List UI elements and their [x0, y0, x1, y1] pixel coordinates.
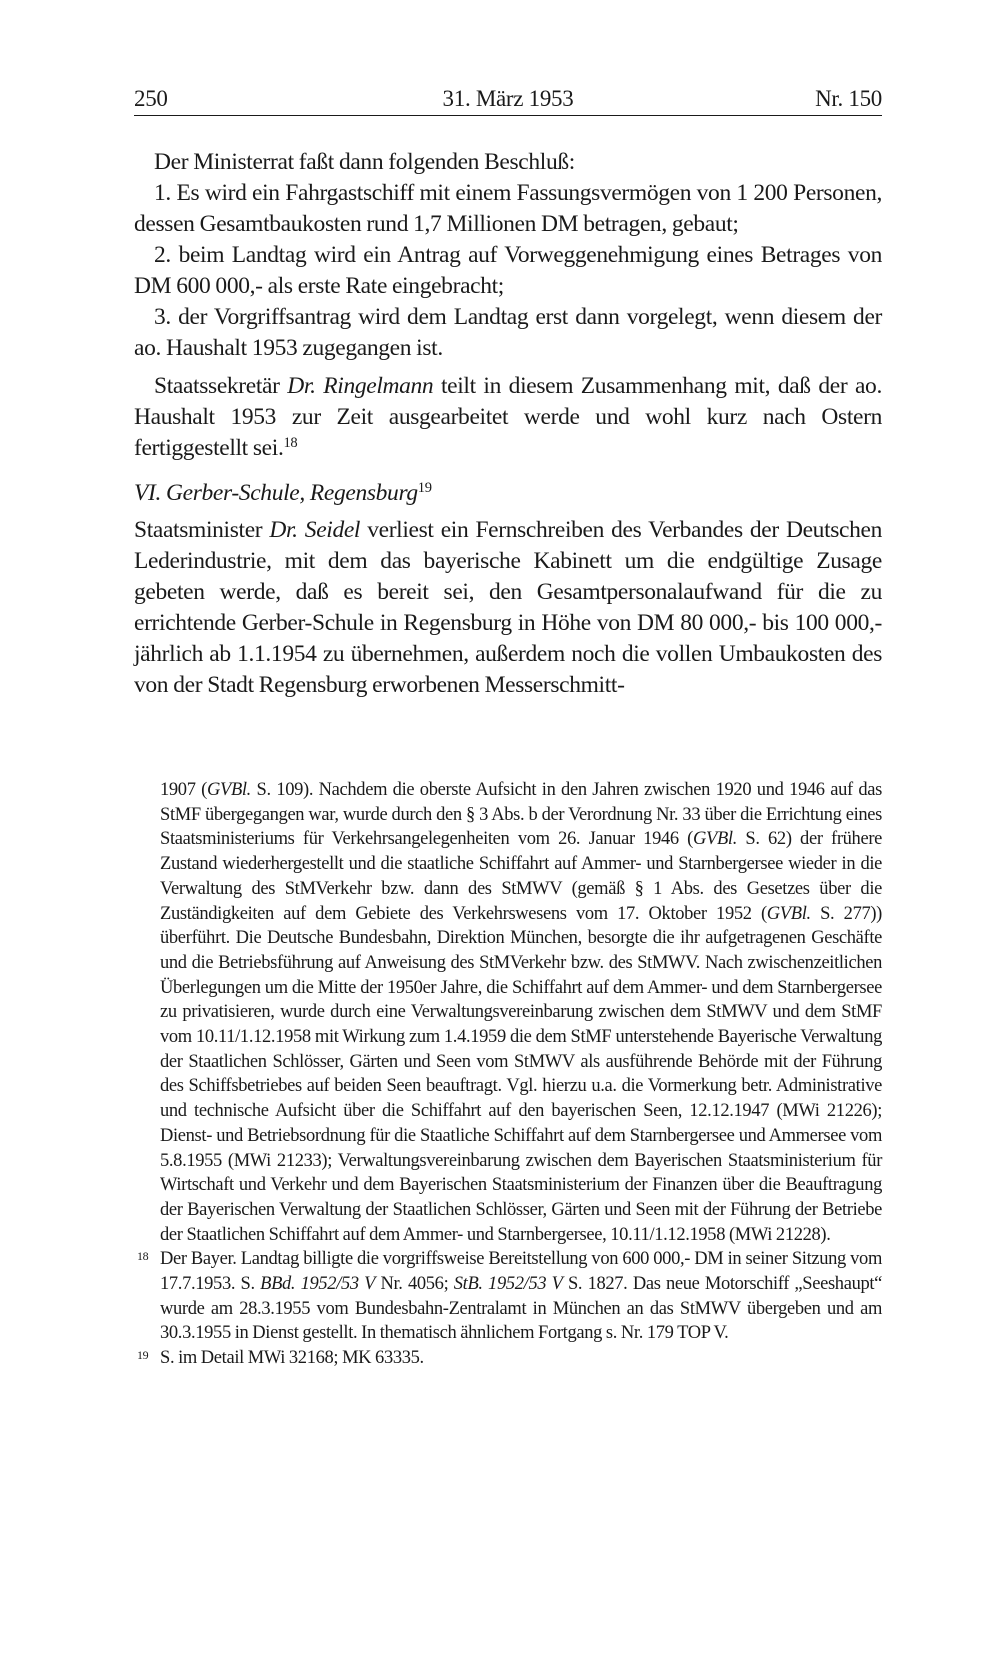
- running-header: [134, 84, 882, 114]
- text-segment: teilt in diesem Zusammenhang mit, daß der ao. Haushalt 1953 zur Zeit ausgearbeitet werde und wohl kurz nach Ostern fertiggestellt sei.: [134, 373, 882, 461]
- paragraph-ringelmann: [134, 371, 882, 464]
- footnotes: [134, 778, 882, 1371]
- footnote-ref-19[interactable]: 19: [417, 480, 432, 496]
- person-name: Dr. Seidel: [269, 517, 361, 543]
- footnote-ref-18[interactable]: 18: [283, 435, 298, 451]
- source-abbrev: GVBl.: [766, 903, 811, 924]
- text-segment: S. 277)) überführt. Die Deutsche Bundesbahn, Direktion München, besorgte die ihr aufgetragenen Geschäfte und die Betriebsführung auf Anweisung des StMVerkehr bzw. des StMWV. Nach zwischenzeitlichen Überlegungen um die Mitte der 1950er Jahre, die Schiffahrt auf dem Ammer- und dem Starnbergersee zu privatisieren, wurde durch eine Verwaltungsvereinbarung zwischen dem StMWV und dem StMF vom 10.11/1.12.1958 mit Wirkung zum 1.4.1959 die dem StMF unterstehende Bayerische Verwaltung der Staatlichen Schlösser, Gärten und Seen vom StMWV als ausführende Behörde mit der Führung des Schiffsbetriebes auf beiden Seen beauftragt. Vgl. hierzu u.a. die Vormerkung betr. Administrative und technische Aufsicht über die Schiffahrt auf den bayerischen Seen, 12.12.1947 (MWi 21226); Dienst- und Betriebsordnung für die Staatliche Schiffahrt auf dem Starnbergersee und Ammersee vom 5.8.1955 (MWi 21233); Verwaltungsvereinbarung zwischen dem Bayerischen Staatsministerium für Wirtschaft und Verkehr und dem Bayerischen Staatsministerium der Finanzen über die Beauftragung der Bayerischen Verwaltung der Staatlichen Schlösser, Gärten und Seen mit der Führung der Betriebe der Staatlichen Schiffahrt auf dem Ammer- und Starnbergersee, 10.11/1.12.1958 (MWi 21228).: [160, 903, 882, 1245]
- source-abbrev: BBd. 1952/53 V: [260, 1274, 376, 1295]
- text-segment: Nr. 4056;: [375, 1274, 454, 1295]
- source-abbrev: GVBl.: [206, 780, 251, 800]
- text-segment: Staatsminister: [134, 517, 270, 543]
- footnote-19: [134, 1346, 882, 1371]
- text-segment: verliest ein Fernschreiben des Verbandes der Deutschen Lederindustrie, mit dem das bayerische Kabinett um die endgültige Zusage gebeten werde, daß es bereit sei, den Gesamtpersonalaufwand für die zu errichtende Gerber-Schule in Regensburg in Höhe von DM 80 000,- bis 100 000,- jährlich ab 1.1.1954 zu übernehmen, außerdem noch die vollen Umbaukosten des von der Stadt Regensburg erworbenen Messerschmitt-: [134, 517, 883, 698]
- paragraph-seidel: [134, 515, 882, 701]
- header-date: 31. März 1953: [442, 86, 574, 111]
- paragraph-resolution-intro: Der Ministerrat faßt dann folgenden Beschluß:: [154, 149, 575, 175]
- text-segment: S. 62) der frühere Zustand wiederhergestellt und die staatliche Schiffahrt auf Ammer- und Starnbergersee wieder in die Verwaltung des StMVerkehr bzw. dann des StMWV (gemäß § 1 Abs. des Gesetzes über die Zuständigkeiten auf dem Gebiete des Verkehrswesens vom 17. Oktober 1952 (: [160, 829, 882, 924]
- header-rule: [134, 115, 882, 116]
- source-abbrev: StB. 1952/53 V: [453, 1274, 563, 1295]
- footnote-17-continued: [134, 778, 882, 1247]
- person-name: Dr. Ringelmann: [287, 373, 434, 399]
- source-abbrev: GVBl.: [693, 829, 737, 850]
- paragraph-resolution-item-2: 2. beim Landtag wird ein Antrag auf Vorweggenehmigung eines Betrages von DM 600 000,- als erste Rate eingebracht;: [134, 242, 882, 299]
- text-segment: Staatssekretär: [154, 373, 288, 399]
- main-text: [134, 147, 882, 701]
- text-segment: Der Bayer. Landtag billigte die vorgriffsweise Bereitstellung von 600 000,- DM in seiner Sitzung vom 17.7.1953. S.: [160, 1249, 882, 1295]
- footnote-mark-19: 19: [137, 1348, 149, 1363]
- footnote-mark-18: 18: [137, 1249, 149, 1264]
- document-number: Nr. 150: [815, 86, 882, 111]
- text-segment: 1907 (: [160, 780, 207, 800]
- footnote-18: [134, 1247, 882, 1346]
- text-segment: S. 1827. Das neue Motorschiff „Seeshaupt“ wurde am 28.3.1955 vom Bundesbahn-Zentralamt in München an das StMWV übergeben und am 30.3.1955 in Dienst gestellt. In thematisch ähnlichem Fortgang s. Nr. 179 TOP V.: [160, 1274, 883, 1344]
- paragraph-resolution-item-3: 3. der Vorgriffsantrag wird dem Landtag erst dann vorgelegt, wenn diesem der ao. Haushalt 1953 zugegangen ist.: [134, 304, 882, 361]
- section-heading-text: VI. Gerber-Schule, Regensburg: [134, 480, 418, 506]
- text-segment: S. im Detail MWi 32168; MK 63335.: [160, 1348, 424, 1369]
- section-heading: [134, 478, 882, 509]
- paragraph-resolution-item-1: 1. Es wird ein Fahrgastschiff mit einem Fassungsvermögen von 1 200 Personen, dessen Gesamtbaukosten rund 1,7 Millionen DM betragen, gebaut;: [134, 180, 882, 237]
- text-segment: S. 109). Nachdem die oberste Aufsicht in den Jahren zwischen 1920 und 1946 auf das StMF übergegangen war, wurde durch den § 3 Abs. b der Verordnung Nr. 33 über die Errichtung eines Staatsministeriums für Verkehrsangelegenheiten vom 26. Januar 1946 (: [160, 780, 882, 850]
- page-number: 250: [134, 86, 168, 111]
